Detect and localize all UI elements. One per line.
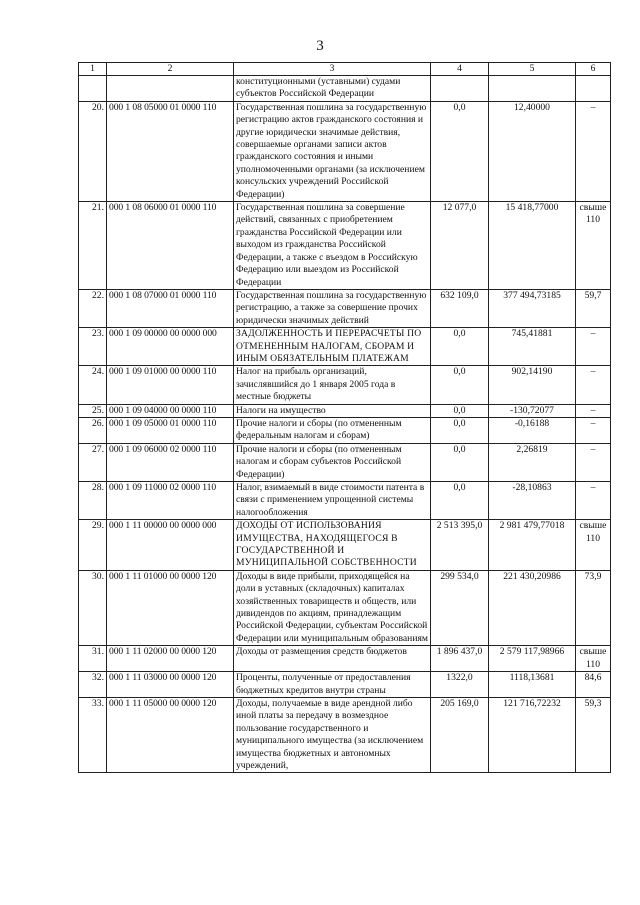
- column-number: 4: [431, 63, 489, 76]
- plan-value: 1322,0: [431, 672, 489, 698]
- column-number: 2: [107, 63, 234, 76]
- plan-value: 0,0: [431, 417, 489, 443]
- revenue-name: Государственная пошлина за государственную регистрацию актов гражданского состояния и другие юридически значимые действия, совершаемые органами записи актов гражданского состояния и иными уполномоченными органами (за исключением консульских учреждений Российской Федерации): [234, 101, 431, 201]
- actual-value: 2 981 479,77018: [489, 520, 576, 571]
- percent-value: –: [576, 417, 611, 443]
- actual-value: -28,10863: [489, 482, 576, 520]
- row-number: 27.: [79, 443, 107, 481]
- plan-value: 205 169,0: [431, 697, 489, 772]
- continuation-row: [79, 76, 611, 102]
- budget-code: 000 1 08 06000 01 0000 110: [107, 202, 234, 290]
- percent-value: –: [576, 101, 611, 201]
- row-number: 26.: [79, 417, 107, 443]
- percent-value: свыше 110: [576, 646, 611, 672]
- actual-value: 2 579 117,98966: [489, 646, 576, 672]
- revenue-name: Государственная пошлина за государственную регистрацию, а также за совершение прочих юридически значимых действий: [234, 289, 431, 327]
- table-row: [79, 443, 611, 481]
- budget-code: 000 1 09 11000 02 0000 110: [107, 482, 234, 520]
- budget-code: 000 1 11 00000 00 0000 000: [107, 520, 234, 571]
- budget-code: 000 1 11 02000 00 0000 120: [107, 646, 234, 672]
- table-row: [79, 417, 611, 443]
- percent-value: 59,7: [576, 289, 611, 327]
- row-number: 20.: [79, 101, 107, 201]
- percent-value: 73,9: [576, 570, 611, 645]
- budget-code: 000 1 09 04000 00 0000 110: [107, 404, 234, 417]
- table-row: [79, 482, 611, 520]
- revenue-name: Государственная пошлина за совершение действий, связанных с приобретением гражданства Российской Федерации или выходом из гражданства Российской Федерации, а также с въездом в Российскую Федерацию или выездом из Российской Федерации: [234, 202, 431, 290]
- budget-code: 000 1 08 07000 01 0000 110: [107, 289, 234, 327]
- table-row: [79, 289, 611, 327]
- actual-value: 2,26819: [489, 443, 576, 481]
- plan-value: 0,0: [431, 443, 489, 481]
- row-number: 22.: [79, 289, 107, 327]
- row-number: 30.: [79, 570, 107, 645]
- percent-value: 59,3: [576, 697, 611, 772]
- plan-value: 12 077,0: [431, 202, 489, 290]
- table-row: [79, 520, 611, 571]
- revenue-name: Налог, взимаемый в виде стоимости патента в связи с применением упрощенной системы налогообложения: [234, 482, 431, 520]
- budget-code: 000 1 11 05000 00 0000 120: [107, 697, 234, 772]
- budget-code: 000 1 11 01000 00 0000 120: [107, 570, 234, 645]
- percent-value: –: [576, 482, 611, 520]
- column-number-row: [79, 63, 611, 76]
- percent-value: 84,6: [576, 672, 611, 698]
- budget-code: 000 1 08 05000 01 0000 110: [107, 101, 234, 201]
- row-number: 21.: [79, 202, 107, 290]
- row-number: 28.: [79, 482, 107, 520]
- percent-value: –: [576, 404, 611, 417]
- plan-value: 0,0: [431, 366, 489, 404]
- row-number: 31.: [79, 646, 107, 672]
- revenue-name: Проценты, полученные от предоставления бюджетных кредитов внутри страны: [234, 672, 431, 698]
- table-row: [79, 646, 611, 672]
- actual-value: 1118,13681: [489, 672, 576, 698]
- table-row: [79, 101, 611, 201]
- percent-value: свыше 110: [576, 202, 611, 290]
- budget-code: 000 1 09 05000 01 0000 110: [107, 417, 234, 443]
- plan-value: 0,0: [431, 101, 489, 201]
- table-row: [79, 570, 611, 645]
- row-number: 33.: [79, 697, 107, 772]
- budget-code: 000 1 09 01000 00 0000 110: [107, 366, 234, 404]
- revenue-name: Доходы в виде прибыли, приходящейся на доли в уставных (складочных) капиталах хозяйственных товариществ и обществ, или дивидендов по акциям, принадлежащим Российской Федерации, субъектам Российской Федерации или муниципальным образованиям: [234, 570, 431, 645]
- plan-value: 1 896 437,0: [431, 646, 489, 672]
- actual-value: -130,72077: [489, 404, 576, 417]
- revenue-name: Доходы от размещения средств бюджетов: [234, 646, 431, 672]
- revenue-name: Налог на прибыль организаций, зачислявшийся до 1 января 2005 года в местные бюджеты: [234, 366, 431, 404]
- percent-value: свыше 110: [576, 520, 611, 571]
- plan-value: 0,0: [431, 404, 489, 417]
- actual-value: 221 430,20986: [489, 570, 576, 645]
- budget-code: 000 1 09 06000 02 0000 110: [107, 443, 234, 481]
- row-number: 29.: [79, 520, 107, 571]
- revenue-table: [78, 62, 611, 773]
- plan-value: 2 513 395,0: [431, 520, 489, 571]
- table-row: [79, 366, 611, 404]
- actual-value: 121 716,72232: [489, 697, 576, 772]
- actual-value: 15 418,77000: [489, 202, 576, 290]
- table-row: [79, 672, 611, 698]
- column-number: 3: [234, 63, 431, 76]
- plan-value: 299 534,0: [431, 570, 489, 645]
- percent-value: –: [576, 366, 611, 404]
- page-number: 3: [316, 38, 324, 54]
- actual-value: -0,16188: [489, 417, 576, 443]
- revenue-name: Прочие налоги и сборы (по отмененным федеральным налогам и сборам): [234, 417, 431, 443]
- row-number: 23.: [79, 328, 107, 366]
- budget-code: 000 1 09 00000 00 0000 000: [107, 328, 234, 366]
- row-number: 25.: [79, 404, 107, 417]
- table-row: [79, 202, 611, 290]
- row-number: 32.: [79, 672, 107, 698]
- revenue-name: Доходы, получаемые в виде арендной либо иной платы за передачу в возмездное пользование государственного и муниципального имущества (за исключением имущества бюджетных и автономных учреждений,: [234, 697, 431, 772]
- actual-value: 377 494,73185: [489, 289, 576, 327]
- percent-value: –: [576, 328, 611, 366]
- revenue-name: Налоги на имущество: [234, 404, 431, 417]
- continuation-text: конституционными (уставными) судами субъектов Российской Федерации: [234, 76, 431, 102]
- column-number: 5: [489, 63, 576, 76]
- revenue-name: ЗАДОЛЖЕННОСТЬ И ПЕРЕРАСЧЕТЫ ПО ОТМЕНЕННЫМ НАЛОГАМ, СБОРАМ И ИНЫМ ОБЯЗАТЕЛЬНЫМ ПЛАТЕЖАМ: [234, 328, 431, 366]
- plan-value: 0,0: [431, 482, 489, 520]
- actual-value: 902,14190: [489, 366, 576, 404]
- column-number: 6: [576, 63, 611, 76]
- plan-value: 632 109,0: [431, 289, 489, 327]
- budget-code: 000 1 11 03000 00 0000 120: [107, 672, 234, 698]
- table-row: [79, 697, 611, 772]
- row-number: 24.: [79, 366, 107, 404]
- revenue-name: ДОХОДЫ ОТ ИСПОЛЬЗОВАНИЯ ИМУЩЕСТВА, НАХОДЯЩЕГОСЯ В ГОСУДАРСТВЕННОЙ И МУНИЦИПАЛЬНОЙ СОБСТВЕННОСТИ: [234, 520, 431, 571]
- actual-value: 12,40000: [489, 101, 576, 201]
- percent-value: –: [576, 443, 611, 481]
- plan-value: 0,0: [431, 328, 489, 366]
- table-row: [79, 404, 611, 417]
- actual-value: 745,41881: [489, 328, 576, 366]
- column-number: 1: [79, 63, 107, 76]
- table-row: [79, 328, 611, 366]
- revenue-name: Прочие налоги и сборы (по отмененным налогам и сборам субъектов Российской Федерации): [234, 443, 431, 481]
